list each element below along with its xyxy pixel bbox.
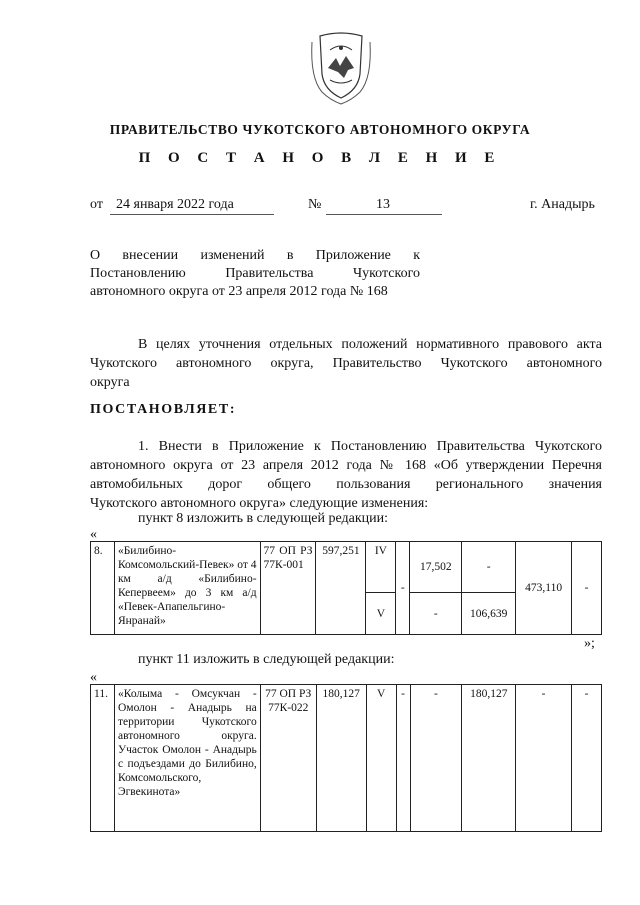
point-11-road-code: 77 ОП РЗ 77К-022 xyxy=(260,685,316,832)
decree-date: 24 января 2022 года xyxy=(116,197,234,212)
point-8-open-quote: « xyxy=(90,527,97,542)
point-8-table xyxy=(90,541,602,635)
item-1-line-2: автономного округа от 23 апреля 2012 года № 168 «Об утверждении Перечня xyxy=(90,458,602,473)
point-8-value-a-1: 17,502 xyxy=(410,542,462,593)
preamble-line-1: В целях уточнения отдельных положений нормативного правового акта xyxy=(138,337,602,352)
point-11-dash-4: - xyxy=(572,685,602,832)
point-8-category-1: IV xyxy=(366,542,396,593)
preamble xyxy=(90,335,602,392)
point-8-close-quote: »; xyxy=(584,636,595,651)
preamble-line-2: Чукотского автономного округа, Правительство Чукотского автономного xyxy=(90,356,602,371)
decree-subject xyxy=(90,247,420,301)
point-8-road-code: 77 ОП РЗ 77К-001 xyxy=(260,542,316,635)
point-8-value-a-2: - xyxy=(410,593,462,635)
number-label: № xyxy=(308,197,322,212)
government-heading: ПРАВИТЕЛЬСТВО ЧУКОТСКОГО АВТОНОМНОГО ОКРУГА xyxy=(109,122,531,137)
subject-line-3: автономного округа от 23 апреля 2012 года № 168 xyxy=(90,284,388,299)
point-8-intro: пункт 8 изложить в следующей редакции: xyxy=(138,511,388,526)
point-11-intro: пункт 11 изложить в следующей редакции: xyxy=(138,652,395,667)
point-11-dash-3: - xyxy=(516,685,572,832)
point-11-num: 11. xyxy=(91,685,115,832)
point-11-category: V xyxy=(366,685,396,832)
from-label: от xyxy=(90,197,103,212)
item-1-line-1: 1. Внести в Приложение к Постановлению Правительства Чукотского xyxy=(138,439,602,454)
point-8-total: 473,110 xyxy=(516,542,572,635)
point-11-dash-1: - xyxy=(396,685,410,832)
point-8-category-2: V xyxy=(366,593,396,635)
point-8-last: - xyxy=(572,542,602,635)
item-1-line-3: автомобильных дорог общего пользования регионального значения xyxy=(90,477,602,492)
point-8-blank: - xyxy=(396,542,410,635)
resolves-heading: ПОСТАНОВЛЯЕТ: xyxy=(90,402,237,417)
point-11-road-name: «Колыма - Омсукчан - Омолон - Анадырь на территории Чукотского автономного округа. Участок Омолон - Анадырь с подъездами до Билибино, Комсомольского, Эгвекинота» xyxy=(114,685,260,832)
preamble-line-3: округа xyxy=(90,375,130,390)
coat-of-arms-emblem xyxy=(300,28,382,108)
subject-line-2: Постановлению Правительства Чукотского xyxy=(90,266,420,281)
subject-line-1: О внесении изменений в Приложение к xyxy=(90,248,420,263)
point-8-road-name: «Билибино-Комсомольский-Певек» от 4 км а/д «Билибино-Кепервеем» до 3 км а/д «Певек-Апапельгино-Янранай» xyxy=(114,542,260,635)
item-1 xyxy=(90,437,602,513)
point-11-table xyxy=(90,684,602,832)
document-type-heading: П О С Т А Н О В Л Е Н И Е xyxy=(138,150,502,166)
point-8-value-b-1: - xyxy=(462,542,516,593)
item-1-line-4: Чукотского автономного округа» следующие изменения: xyxy=(90,496,429,511)
point-8-length: 597,251 xyxy=(316,542,366,635)
point-11-value: 180,127 xyxy=(462,685,516,832)
point-8-value-b-2: 106,639 xyxy=(462,593,516,635)
point-11-open-quote: « xyxy=(90,670,97,685)
number-underline xyxy=(326,214,442,215)
decree-number: 13 xyxy=(376,197,390,212)
point-11-dash-2: - xyxy=(410,685,462,832)
point-11-length: 180,127 xyxy=(316,685,366,832)
decree-city: г. Анадырь xyxy=(530,197,595,212)
point-8-num: 8. xyxy=(91,542,115,635)
date-underline xyxy=(110,214,274,215)
